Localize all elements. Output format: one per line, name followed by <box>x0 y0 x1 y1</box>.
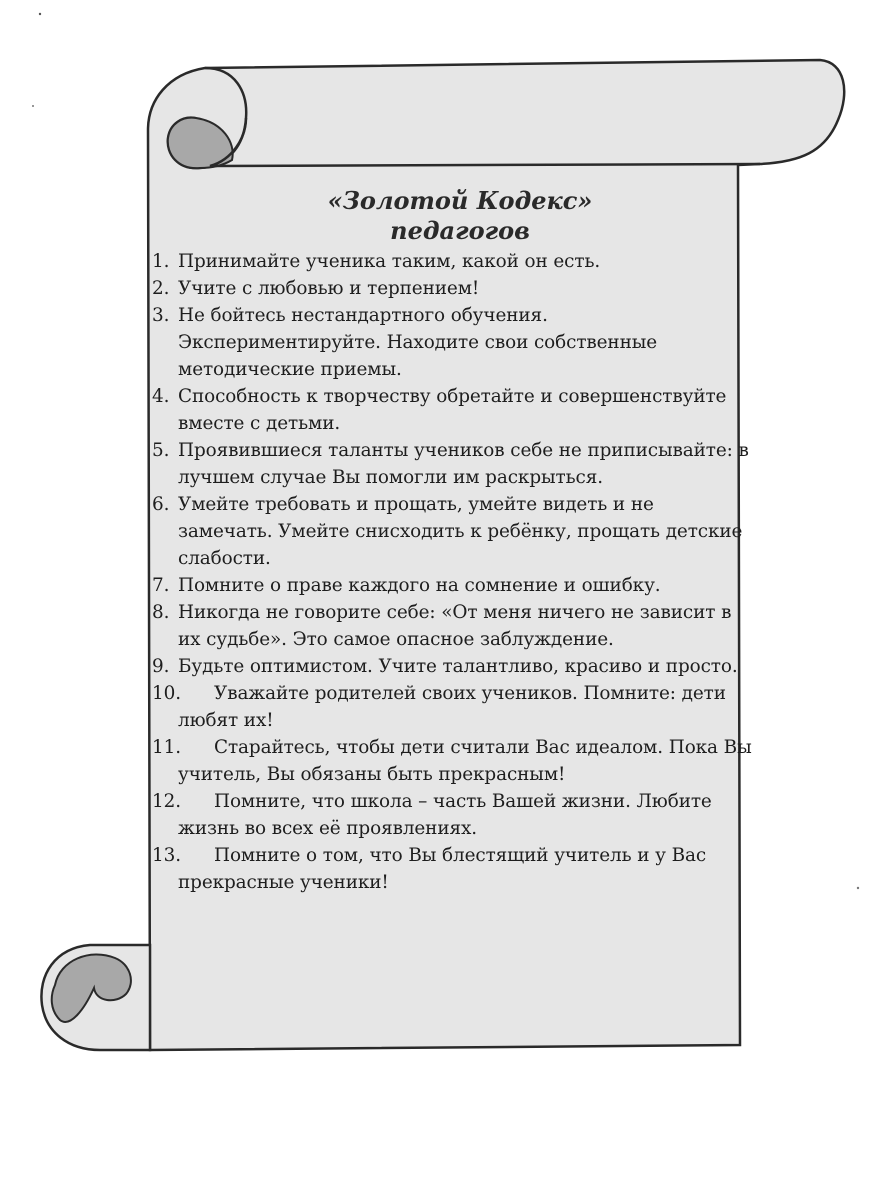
speck <box>39 13 41 15</box>
item-text: Учите с любовью и терпением! <box>178 278 480 299</box>
code-content <box>152 186 752 896</box>
item-text: Никогда не говорите себе: «От меня ничего не зависит в их судьбе». Это самое опасное заблуждение. <box>178 602 732 650</box>
item-number: 10. <box>152 683 181 704</box>
item-text: Старайтесь, чтобы дети считали Вас идеалом. Пока Вы учитель, Вы обязаны быть прекрасным! <box>178 737 752 785</box>
item-number: 13. <box>152 845 181 866</box>
list-item <box>152 599 752 653</box>
code-list <box>152 248 752 896</box>
item-text: Принимайте ученика таким, какой он есть. <box>178 251 601 272</box>
list-item <box>152 572 752 599</box>
list-item <box>152 275 752 302</box>
item-text: Уважайте родителей своих учеников. Помните: дети любят их! <box>178 683 726 731</box>
speck <box>32 105 34 107</box>
item-number: 5. <box>152 440 170 461</box>
list-item <box>152 302 752 383</box>
item-number: 12. <box>152 791 181 812</box>
item-text: Умейте требовать и прощать, умейте видеть и не замечать. Умейте снисходить к ребёнку, прощать детские слабости. <box>178 494 743 569</box>
item-number: 9. <box>152 656 170 677</box>
item-text: Помните, что школа – часть Вашей жизни. Любите жизнь во всех её проявлениях. <box>178 791 712 839</box>
item-number: 2. <box>152 278 170 299</box>
item-number: 3. <box>152 305 170 326</box>
list-item <box>152 680 752 734</box>
item-text: Проявившиеся таланты учеников себе не приписывайте: в лучшем случае Вы помогли им раскрыться. <box>178 440 749 488</box>
item-number: 6. <box>152 494 170 515</box>
list-item <box>152 734 752 788</box>
item-number: 4. <box>152 386 170 407</box>
item-number: 8. <box>152 602 170 623</box>
title-line-2: педагогов <box>390 216 530 245</box>
item-number: 11. <box>152 737 181 758</box>
list-item <box>152 437 752 491</box>
list-item <box>152 383 752 437</box>
speck <box>857 887 859 889</box>
list-item <box>152 248 752 275</box>
list-item <box>152 842 752 896</box>
list-item <box>152 491 752 572</box>
list-item <box>152 788 752 842</box>
title-line-1: «Золотой Кодекс» <box>327 186 593 215</box>
item-text: Помните о том, что Вы блестящий учитель и у Вас прекрасные ученики! <box>178 845 707 893</box>
item-text: Будьте оптимистом. Учите талантливо, красиво и просто. <box>178 656 738 677</box>
item-text: Способность к творчеству обретайте и совершенствуйте вместе с детьми. <box>178 386 727 434</box>
item-text: Помните о праве каждого на сомнение и ошибку. <box>178 575 661 596</box>
list-item <box>152 653 752 680</box>
item-number: 1. <box>152 251 170 272</box>
item-text: Не бойтесь нестандартного обучения. Экспериментируйте. Находите свои собственные методические приемы. <box>178 305 658 380</box>
item-number: 7. <box>152 575 170 596</box>
page-title <box>152 186 752 246</box>
